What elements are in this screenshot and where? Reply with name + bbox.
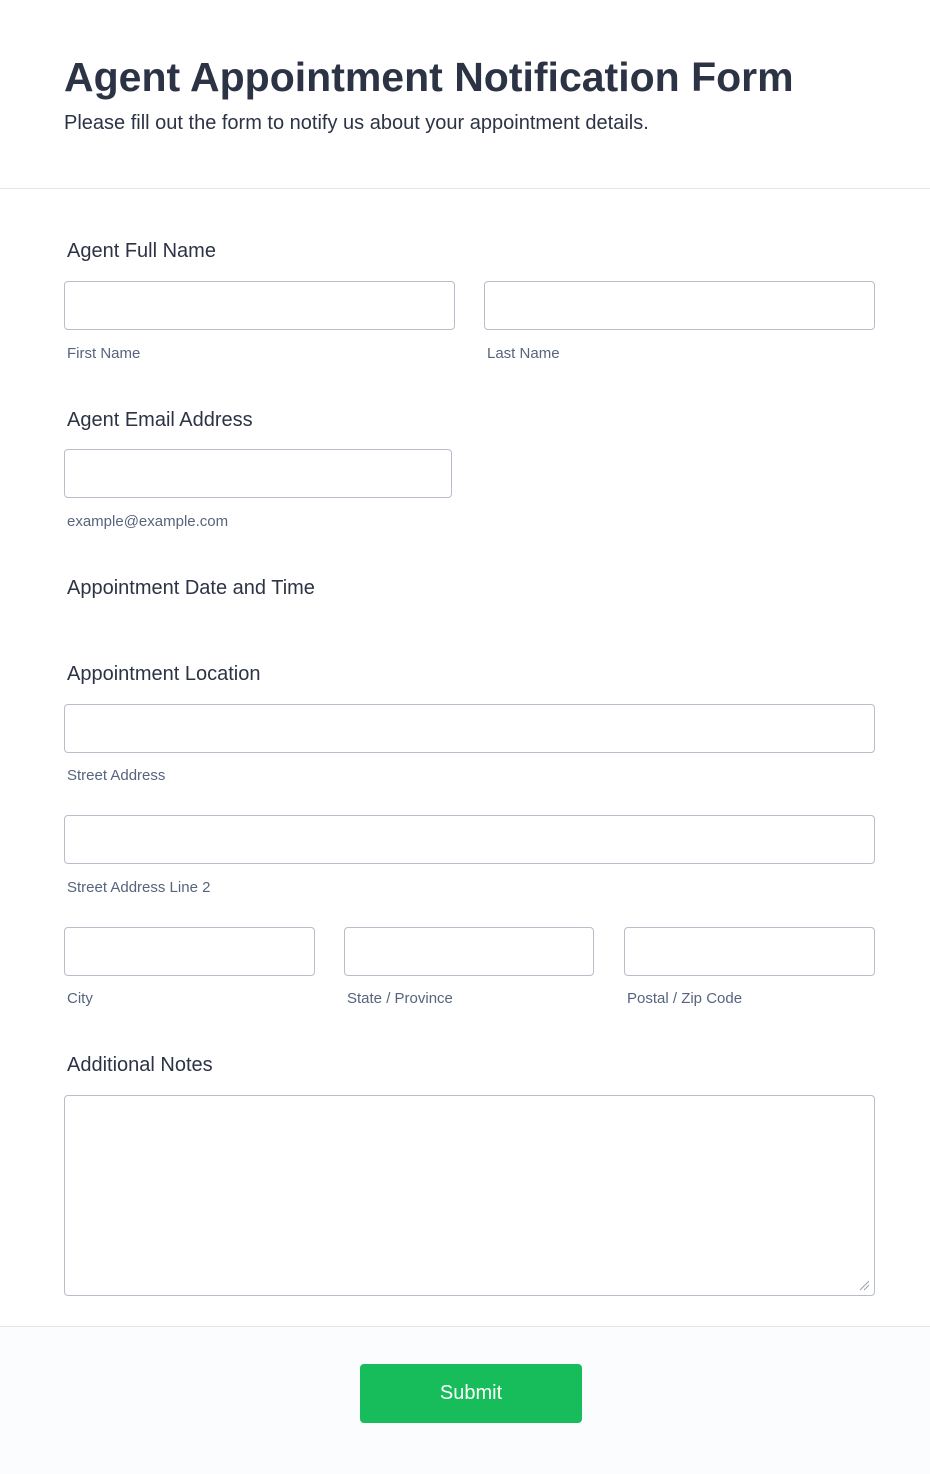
additional-notes-textarea[interactable]	[64, 1095, 875, 1296]
agent-email-label: Agent Email Address	[67, 409, 253, 431]
form-title: Agent Appointment Notification Form	[64, 54, 794, 100]
street-address-sublabel: Street Address	[67, 767, 166, 784]
submit-button[interactable]: Submit	[360, 1364, 582, 1423]
last-name-sublabel: Last Name	[487, 345, 560, 362]
city-sublabel: City	[67, 990, 93, 1007]
first-name-input[interactable]	[64, 281, 455, 330]
postal-zip-sublabel: Postal / Zip Code	[627, 990, 743, 1007]
form-header	[0, 0, 930, 189]
first-name-sublabel: First Name	[67, 345, 141, 362]
city-input[interactable]	[64, 927, 315, 976]
street-address-line2-sublabel: Street Address Line 2	[67, 879, 211, 896]
street-address-input[interactable]	[64, 704, 875, 753]
street-address-line2-input[interactable]	[64, 815, 875, 864]
state-province-input[interactable]	[344, 927, 594, 976]
appointment-datetime-label: Appointment Date and Time	[67, 577, 315, 599]
resize-handle-icon[interactable]	[858, 1279, 870, 1291]
form-subtitle: Please fill out the form to notify us about your appointment details.	[64, 112, 649, 134]
state-province-sublabel: State / Province	[347, 990, 453, 1007]
agent-full-name-label: Agent Full Name	[67, 240, 216, 262]
postal-zip-input[interactable]	[624, 927, 875, 976]
last-name-input[interactable]	[484, 281, 875, 330]
email-input[interactable]	[64, 449, 452, 498]
appointment-location-label: Appointment Location	[67, 663, 261, 685]
email-sublabel: example@example.com	[67, 513, 229, 530]
additional-notes-label: Additional Notes	[67, 1054, 213, 1076]
